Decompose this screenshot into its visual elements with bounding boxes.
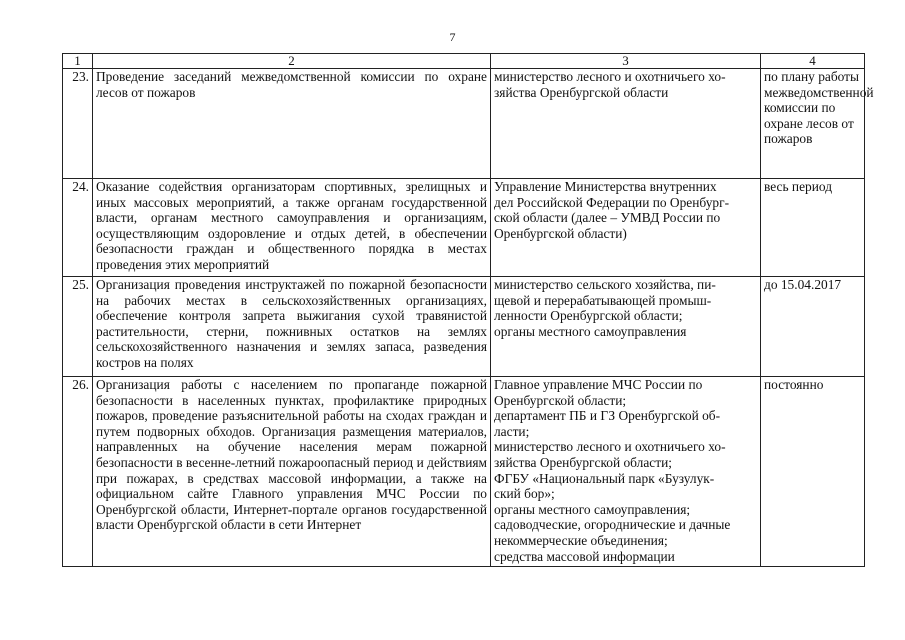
term-cell: постоянно: [761, 377, 865, 567]
responsible-line: органы местного самоуправления;: [494, 501, 691, 517]
responsible-line: ленности Оренбургской области;: [494, 308, 683, 324]
column-header-3: 3: [491, 54, 761, 69]
plan-table: [62, 53, 874, 567]
table-row: [63, 69, 865, 179]
responsible-line: министерство лесного и охотничьего хо-: [494, 439, 726, 455]
page-number: 7: [449, 30, 456, 44]
table-row: [63, 179, 865, 277]
responsible-line: зяйства Оренбургской области: [494, 84, 669, 100]
responsible-line: ский бор»;: [494, 486, 555, 502]
row-number: 24.: [63, 179, 93, 277]
term-cell: по плану работы межведомственной комиссии по охране лесов от пожаров: [761, 69, 865, 179]
row-number: 25.: [63, 277, 93, 377]
column-header-4: 4: [761, 54, 865, 69]
task-cell: Проведение заседаний межведомственной комиссии по охране лесов от пожаров: [93, 69, 491, 179]
table-row: [63, 377, 865, 567]
column-header-1: 1: [63, 54, 93, 69]
responsible-line: средства массовой информации: [494, 548, 675, 564]
responsible-cell: [491, 377, 761, 567]
task-cell: Организация проведения инструктажей по пожарной безопасности на рабочих местах в сельскохозяйственных организациях, обеспечение контроля запрета выжигания сухой травянистой растительности, стерни, пожнивных остатков на землях сельскохозяйственного назначения и землях запаса, разведения костров на полях: [93, 277, 491, 377]
table-row: [63, 277, 865, 377]
responsible-line: ФГБУ «Национальный парк «Бузулук-: [494, 470, 715, 486]
task-cell: Организация работы с населением по пропаганде пожарной безопасности в населенных пунктах, профилактике природных пожаров, проведение разъяснительной работы на сходах граждан и путем подворных обходов. Организация размещения материалов, направленных на обучение населения мерам пожарной безопасности в весенне-летний пожароопасный период и действиям при пожарах, в средствах массовой информации, а также на официальном сайте Главного управления МЧС России по Оренбургской области, Интернет-портале органов государственной власти Оренбургской области в сети Интернет: [93, 377, 491, 567]
responsible-line: некоммерческие объединения;: [494, 532, 668, 548]
term-cell: до 15.04.2017: [761, 277, 865, 377]
responsible-line: Главное управление МЧС России по: [494, 377, 703, 392]
row-number: 23.: [63, 69, 93, 179]
responsible-line: министерство лесного и охотничьего хо-: [494, 69, 726, 84]
responsible-line: Оренбургской области;: [494, 392, 627, 408]
term-cell: весь период: [761, 179, 865, 277]
table-header-row: [63, 54, 865, 69]
responsible-line: ской области (далее – УМВД России по: [494, 210, 721, 226]
responsible-line: министерство сельского хозяйства, пи-: [494, 277, 716, 292]
column-header-2: 2: [93, 54, 491, 69]
responsible-cell: [491, 179, 761, 277]
responsible-line: Оренбургской области): [494, 225, 627, 241]
task-cell: Оказание содействия организаторам спортивных, зрелищных и иных массовых мероприятий, а также органам государственной власти, органам местного самоуправления и организациям, осуществляющим оздоровление и отдых детей, в обеспечении безопасности граждан и общественного порядка в местах проведения этих мероприятий: [93, 179, 491, 277]
responsible-line: Управление Министерства внутренних: [494, 179, 717, 194]
responsible-line: дел Российской Федерации по Оренбург-: [494, 194, 730, 210]
row-number: 26.: [63, 377, 93, 567]
responsible-line: зяйства Оренбургской области;: [494, 454, 672, 470]
responsible-line: органы местного самоуправления: [494, 323, 687, 339]
responsible-cell: [491, 69, 761, 179]
responsible-line: ласти;: [494, 423, 530, 439]
responsible-line: щевой и перерабатывающей промыш-: [494, 292, 712, 308]
responsible-line: садоводческие, огороднические и дачные: [494, 517, 731, 533]
responsible-cell: [491, 277, 761, 377]
responsible-line: департамент ПБ и ГЗ Оренбургской об-: [494, 408, 721, 424]
